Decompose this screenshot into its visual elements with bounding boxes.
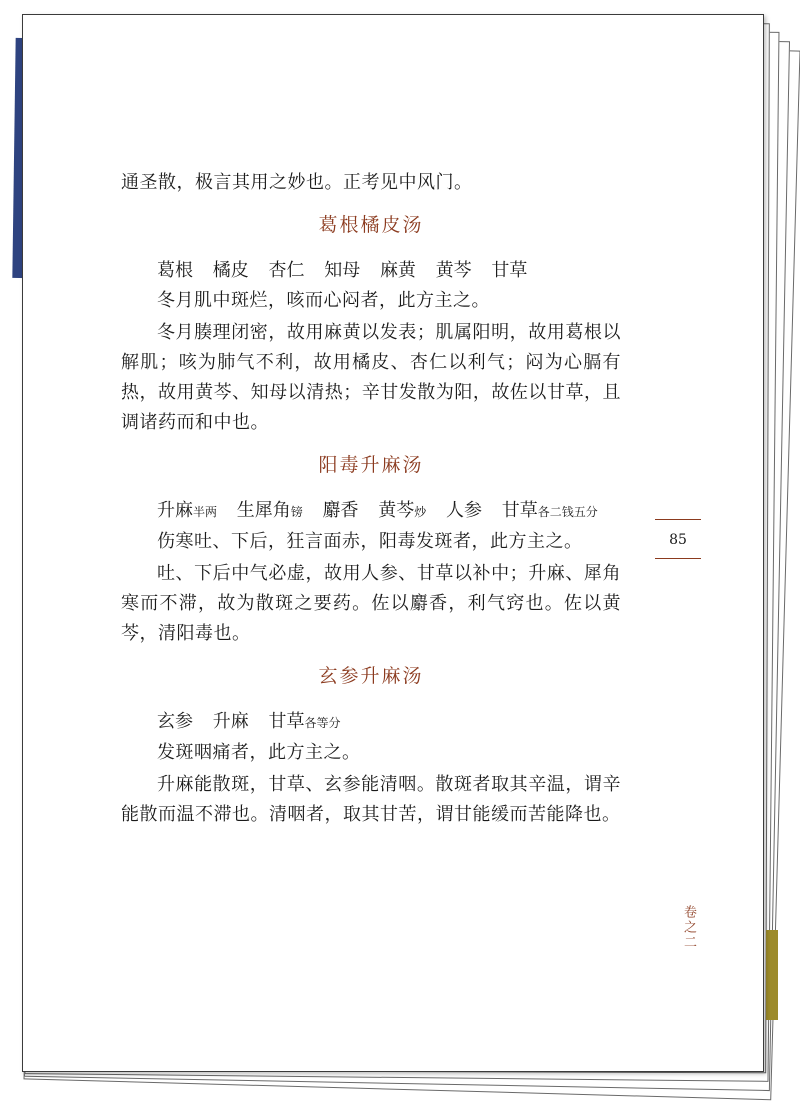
herb-list <box>121 707 621 738</box>
page-content <box>121 168 621 832</box>
herb-item <box>237 500 303 521</box>
herb-item <box>502 500 598 521</box>
herb-name: 生犀角 <box>236 500 291 521</box>
herb-item <box>157 260 193 281</box>
formula-section <box>121 661 621 830</box>
herb-name: 葛根 <box>157 260 193 281</box>
intro-paragraph: 通圣散，极言其用之妙也。正考见中风门。 <box>121 172 473 193</box>
herb-name: 麝香 <box>322 500 359 521</box>
herb-name: 甘草 <box>491 260 528 281</box>
herb-item <box>323 500 359 521</box>
herb-item <box>268 711 340 732</box>
herb-name: 升麻 <box>157 500 193 521</box>
herb-dose: 炒 <box>414 505 427 519</box>
herb-name: 人参 <box>445 500 482 521</box>
formula-title: 玄参升麻汤 <box>318 665 424 687</box>
formula-title: 葛根橘皮汤 <box>318 214 424 236</box>
herb-dose: 各二钱五分 <box>537 505 598 519</box>
herb-item <box>491 260 527 281</box>
herb-dose: 镑 <box>290 505 303 519</box>
herb-name: 升麻 <box>212 711 249 732</box>
herb-name: 玄参 <box>157 711 193 732</box>
herb-name: 橘皮 <box>212 260 249 281</box>
herb-item <box>157 500 217 521</box>
herb-item <box>436 260 472 281</box>
herb-name: 知母 <box>324 260 361 281</box>
volume-label: 卷之二 <box>681 905 696 950</box>
page-number: 85 <box>655 519 701 559</box>
herb-item <box>380 260 416 281</box>
herb-name: 杏仁 <box>268 260 305 281</box>
indication-paragraph: 伤寒吐、下后，狂言面赤，阳毒发斑者，此方主之。 <box>157 531 583 552</box>
indication-paragraph: 冬月肌中斑烂，咳而心闷者，此方主之。 <box>157 290 490 311</box>
explanation-paragraph: 升麻能散斑，甘草、玄参能清咽。散斑者取其辛温，谓辛能散而温不滞也。清咽者，取其甘苦，谓甘能缓而苦能降也。 <box>121 774 621 825</box>
herb-item <box>213 711 249 732</box>
formula-title: 阳毒升麻汤 <box>318 454 424 476</box>
herb-name: 甘草 <box>501 500 538 521</box>
herb-name: 麻黄 <box>379 260 416 281</box>
herb-item <box>268 260 304 281</box>
formula-section <box>121 450 621 649</box>
indication-paragraph: 发斑咽痛者，此方主之。 <box>157 742 361 763</box>
herb-name: 甘草 <box>268 711 305 732</box>
herb-dose: 半两 <box>193 505 218 519</box>
herb-item <box>446 500 482 521</box>
explanation-paragraph: 冬月腠理闭密，故用麻黄以发表；肌属阳明，故用葛根以解肌；咳为肺气不利，故用橘皮、杏仁以利气；闷为心膈有热，故用黄芩、知母以清热；辛甘发散为阳，故佐以甘草，且调诸药而和中也。 <box>121 322 621 433</box>
formula-section <box>121 210 621 438</box>
herb-name: 黄芩 <box>378 500 415 521</box>
herb-item <box>378 500 426 521</box>
herb-item <box>324 260 360 281</box>
herb-name: 黄芩 <box>435 260 472 281</box>
herb-dose: 各等分 <box>304 716 341 730</box>
herb-list <box>121 256 621 286</box>
herb-list <box>121 496 621 527</box>
book-edge-gold <box>766 930 778 1020</box>
herb-item <box>213 260 249 281</box>
explanation-paragraph: 吐、下后中气必虚，故用人参、甘草以补中；升麻、犀角寒而不滞，故为散斑之要药。佐以麝香，利气窍也。佐以黄芩，清阳毒也。 <box>121 563 621 644</box>
herb-item <box>157 711 193 732</box>
